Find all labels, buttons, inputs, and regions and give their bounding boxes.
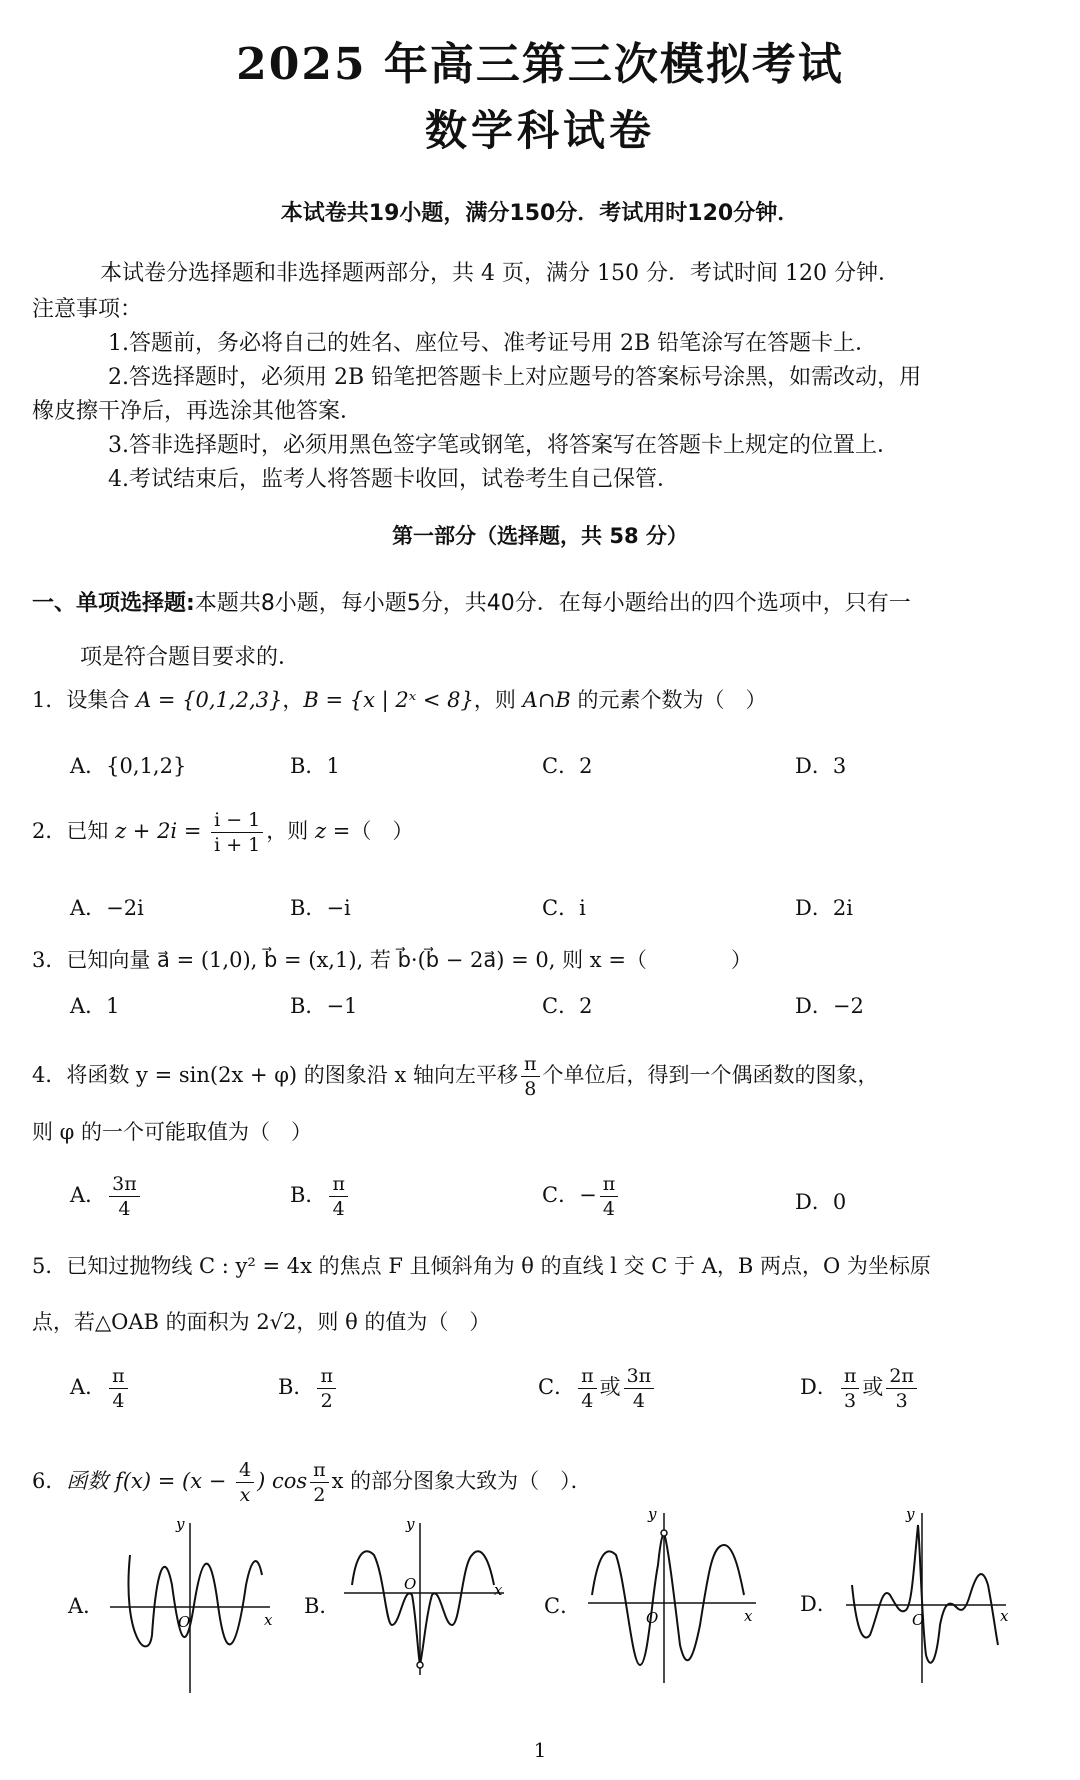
- question-4: [32, 1052, 879, 1101]
- curve-point: [661, 1530, 667, 1536]
- section-heading-label: 一、单项选择题:: [32, 591, 195, 616]
- option-label: C．: [538, 1375, 576, 1399]
- q3-option-b: [290, 990, 357, 1020]
- question-text: ，则: [266, 819, 315, 843]
- function-expr: 函数 f(x) = (x −: [66, 1469, 233, 1493]
- denominator: 3: [895, 1390, 908, 1412]
- option-value: 2: [579, 994, 593, 1018]
- denominator: 4: [332, 1198, 345, 1220]
- notice-item-3: 3.答非选择题时，必须用黑色签字笔或钢笔，将答案写在答题卡上规定的位置上．: [108, 433, 899, 458]
- denominator: 3: [844, 1390, 857, 1412]
- q1-option-a: [70, 750, 186, 780]
- function-curve: [128, 1555, 262, 1646]
- option-value: −2: [832, 994, 864, 1018]
- question-number: 3．: [32, 948, 67, 972]
- x-label: x: [264, 1611, 273, 1629]
- intersection: A∩B: [522, 688, 571, 712]
- q3-option-d: [795, 990, 864, 1020]
- question-text: 设集合: [66, 688, 137, 712]
- option-value: 2i: [832, 896, 853, 920]
- part-one-title: 第一部分（选择题，共 58 分）: [392, 524, 688, 548]
- question-text: 将函数 y = sin(2x + φ) 的图象沿 x 轴向左平移: [66, 1063, 518, 1087]
- q2-option-c: [542, 892, 586, 922]
- question-5-cont: 点，若△OAB 的面积为 2√2，则 θ 的值为（ ）: [32, 1310, 491, 1334]
- exam-subtitle: 数学科试卷: [424, 106, 655, 155]
- q6-graph-d: [840, 1505, 1020, 1685]
- option-label: B．: [278, 1375, 315, 1399]
- q6-option-b-label: B．: [304, 1594, 341, 1618]
- option-label: C．: [542, 994, 580, 1018]
- fraction: [521, 1052, 540, 1101]
- question-number: 2．: [32, 819, 67, 843]
- question-5: [32, 1250, 931, 1280]
- question-text: ，则: [473, 688, 523, 712]
- option-value: 1: [106, 994, 120, 1018]
- q4-option-d: [795, 1186, 846, 1216]
- fraction: [236, 1458, 254, 1507]
- option-label: A．: [70, 754, 107, 778]
- y-label: y: [648, 1505, 657, 1523]
- question-text: 已知向量 a⃗ = (1,0), b⃗ = (x,1), 若 b⃗·(b⃗ − 2a⃗) = 0, 则 x =（ ）: [66, 948, 752, 972]
- numerator: i − 1: [211, 808, 263, 833]
- function-curve: [592, 1533, 744, 1665]
- or-word: 或: [862, 1375, 884, 1399]
- origin-label: O: [646, 1609, 659, 1627]
- fraction: [211, 808, 263, 857]
- intro-line: 本试卷分选择题和非选择题两部分，共 4 页，满分 150 分．考试时间 120 分钟．: [100, 261, 900, 286]
- q3-option-a: [70, 990, 120, 1020]
- numerator: π: [521, 1052, 540, 1077]
- function-expr: ) cos: [257, 1469, 308, 1493]
- numerator: π: [600, 1172, 619, 1197]
- option-value: 1: [326, 754, 340, 778]
- question-3: [32, 944, 752, 974]
- origin-label: O: [912, 1611, 925, 1629]
- numerator: π: [317, 1364, 336, 1389]
- option-label: C．: [542, 896, 580, 920]
- option-value: −1: [326, 994, 358, 1018]
- q1-option-d: [795, 750, 846, 780]
- q6-graph-b: [334, 1515, 514, 1695]
- option-label: B．: [290, 1183, 327, 1207]
- question-text: x 的部分图象大致为（ ）．: [331, 1469, 592, 1493]
- option-label: A．: [70, 1375, 107, 1399]
- fraction: [600, 1172, 619, 1221]
- numerator: π: [578, 1364, 597, 1389]
- exam-title: 2025 年高三第三次模拟考试: [236, 39, 844, 90]
- q2-option-d: [795, 892, 853, 922]
- notice-item-2-cont: 橡皮擦干净后，再选涂其他答案．: [32, 399, 363, 424]
- option-value: 3: [832, 754, 847, 778]
- denominator: 4: [118, 1198, 131, 1220]
- q4-option-c: [542, 1172, 621, 1221]
- numerator: 2π: [886, 1364, 917, 1389]
- option-label: B．: [290, 754, 327, 778]
- numerator: π: [310, 1458, 329, 1483]
- question-number: 6．: [32, 1469, 67, 1493]
- q2-option-b: [290, 892, 351, 922]
- q2-option-a: [70, 892, 144, 922]
- q6-graph-a: [100, 1515, 280, 1695]
- q1-option-b: [290, 750, 340, 780]
- section-heading-cont: 项是符合题目要求的．: [80, 645, 301, 670]
- option-value: i: [579, 896, 586, 920]
- notice-label: 注意事项：: [32, 297, 143, 322]
- denominator: 4: [602, 1198, 615, 1220]
- origin-label: O: [178, 1613, 191, 1631]
- option-label: D．: [800, 1375, 838, 1399]
- denominator: 2: [320, 1390, 333, 1412]
- numerator: π: [109, 1364, 128, 1389]
- numerator: π: [841, 1364, 860, 1389]
- notice-item-2: 2.答选择题时，必须用 2B 铅笔把答题卡上对应题号的答案标号涂黑，如需改动，用: [108, 365, 922, 390]
- q6-option-a-label: A．: [68, 1594, 105, 1618]
- page-number: 1: [533, 1738, 547, 1762]
- minus-sign: −: [579, 1183, 597, 1207]
- q5-option-a: [70, 1364, 131, 1413]
- option-label: A．: [70, 994, 107, 1018]
- function-curve: [852, 1525, 998, 1663]
- question-number: 4．: [32, 1063, 67, 1087]
- denominator: 4: [112, 1390, 125, 1412]
- fraction: [886, 1364, 917, 1413]
- q5-option-b: [278, 1364, 339, 1413]
- question-text: 已知: [66, 819, 116, 843]
- notice-item-1: 1.答题前，务必将自己的姓名、座位号、准考证号用 2B 铅笔涂写在答题卡上．: [108, 331, 878, 356]
- question-text: =（ ）: [326, 819, 414, 843]
- question-number: 5．: [32, 1254, 67, 1278]
- fraction: [317, 1364, 336, 1413]
- option-value: 0: [832, 1190, 847, 1214]
- set-b: B = {x | 2ˣ < 8}: [303, 688, 474, 712]
- option-label: D．: [795, 896, 833, 920]
- fraction: [310, 1458, 329, 1507]
- question-text: 个单位后，得到一个偶函数的图象，: [542, 1063, 879, 1087]
- x-label: x: [494, 1581, 503, 1599]
- denominator: 8: [524, 1078, 537, 1100]
- option-value: −i: [326, 896, 351, 920]
- question-1: [32, 684, 766, 714]
- y-label: y: [406, 1515, 415, 1533]
- set-a: A = {0,1,2,3}: [136, 688, 283, 712]
- x-label: x: [1000, 1607, 1009, 1625]
- y-label: y: [906, 1505, 915, 1523]
- function-curve: [352, 1551, 494, 1665]
- option-label: B．: [290, 896, 327, 920]
- option-label: D．: [795, 994, 833, 1018]
- question-4-cont: 则 φ 的一个可能取值为（ ）: [32, 1120, 313, 1144]
- denominator: x: [239, 1484, 251, 1506]
- origin-label: O: [404, 1575, 417, 1593]
- question-number: 1．: [32, 688, 67, 712]
- section-heading-text: 本题共8小题，每小题5分，共40分．在每小题给出的四个选项中，只有一: [194, 591, 911, 616]
- option-label: C．: [542, 1183, 580, 1207]
- option-label: D．: [795, 1190, 833, 1214]
- denominator: 2: [313, 1484, 326, 1506]
- numerator: 3π: [109, 1172, 140, 1197]
- denominator: 4: [581, 1390, 594, 1412]
- equation-lhs: z + 2i =: [115, 819, 209, 843]
- question-text: 已知过抛物线 C : y² = 4x 的焦点 F 且倾斜角为 θ 的直线 l 交 C 于 A，B 两点，O 为坐标原: [66, 1254, 931, 1278]
- option-value: −2i: [106, 896, 144, 920]
- question-2: [32, 808, 413, 857]
- q5-option-c: [538, 1364, 657, 1413]
- q4-option-b: [290, 1172, 351, 1221]
- fraction: [109, 1364, 128, 1413]
- section-heading: [32, 586, 911, 617]
- question-6: [32, 1458, 592, 1507]
- fraction: [841, 1364, 860, 1413]
- separator: ，: [282, 688, 304, 712]
- y-label: y: [176, 1515, 185, 1533]
- or-word: 或: [599, 1375, 621, 1399]
- fraction: [329, 1172, 348, 1221]
- q3-option-c: [542, 990, 592, 1020]
- q4-option-a: [70, 1172, 143, 1221]
- variable-z: z: [314, 819, 327, 843]
- question-text: 的元素个数为（ ）: [570, 688, 767, 712]
- denominator: i + 1: [214, 834, 261, 856]
- numerator: 3π: [624, 1364, 655, 1389]
- option-label: A．: [70, 1183, 107, 1207]
- q5-option-d: [800, 1364, 920, 1413]
- option-label: A．: [70, 896, 107, 920]
- q6-option-c-label: C．: [544, 1594, 582, 1618]
- curve-point: [417, 1662, 423, 1668]
- option-label: B．: [290, 994, 327, 1018]
- numerator: 4: [236, 1458, 254, 1483]
- q6-graph-c: [580, 1505, 770, 1685]
- fraction: [624, 1364, 655, 1413]
- q6-option-d-label: D．: [800, 1592, 838, 1616]
- option-label: C．: [542, 754, 580, 778]
- q1-option-c: [542, 750, 592, 780]
- option-value: 2: [579, 754, 593, 778]
- fraction: [109, 1172, 140, 1221]
- option-value: {0,1,2}: [106, 754, 187, 778]
- option-label: D．: [795, 754, 833, 778]
- notice-item-4: 4.考试结束后，监考人将答题卡收回，试卷考生自己保管．: [108, 467, 679, 492]
- exam-summary: 本试卷共19小题，满分150分．考试用时120分钟．: [280, 201, 800, 226]
- fraction: [578, 1364, 597, 1413]
- numerator: π: [329, 1172, 348, 1197]
- x-label: x: [744, 1607, 753, 1625]
- denominator: 4: [632, 1390, 645, 1412]
